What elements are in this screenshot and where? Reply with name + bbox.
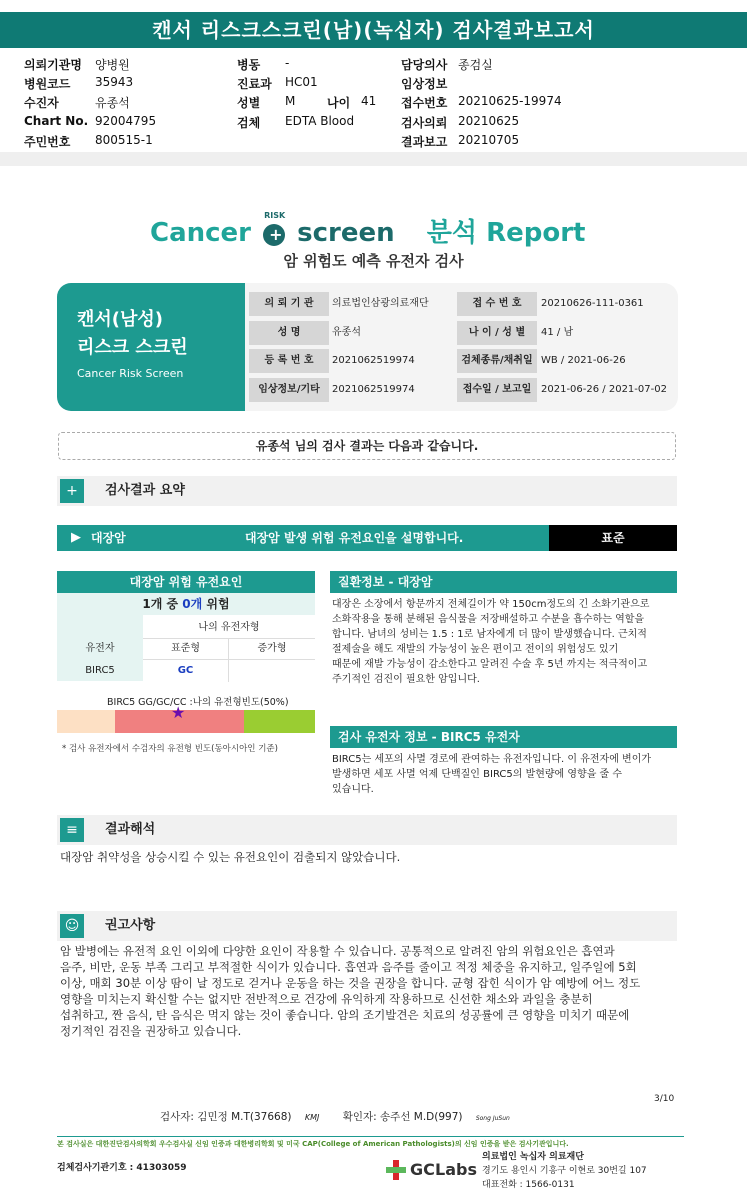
gene-info-title: 검사 유전자 정보 - BIRC5 유전자 <box>330 726 677 748</box>
disease-line: 소화작용을 통해 분해된 음식물을 저장배설하고 수분을 흡수하는 역할을 <box>332 614 645 625</box>
advice-line: 섭취하고, 짠 음식, 탄 음식은 먹지 않는 것이 좋습니다. 암의 조기발견은 치료의 성공률에 큰 영향을 미치기 때문에 <box>60 1008 630 1022</box>
interpret-title: 결과해석 <box>105 822 156 837</box>
disease-line: 절제술을 해도 재발의 가능성이 높은 편이고 전이의 위험성도 있기 <box>332 644 619 655</box>
info-label: 검체종류/채취일 <box>457 349 537 373</box>
specimen-value: EDTA Blood <box>285 114 355 128</box>
org-name: 의료법인 녹십자 의료재단 <box>482 1152 584 1162</box>
disease-line: 합니다. 남녀의 성비는 1.5 : 1로 남자에게 더 많이 발생했습니다. 근치적 <box>332 629 647 640</box>
info-label: 의 뢰 기 관 <box>249 292 329 316</box>
cancer-screen-logo <box>150 212 610 252</box>
product-line1: 캔서(남성) <box>77 309 164 330</box>
product-line3: Cancer Risk Screen <box>77 367 184 380</box>
org-info <box>482 1150 647 1196</box>
inc-value <box>229 660 315 682</box>
play-icon: ▶ <box>71 530 81 545</box>
report-date-label: 결과보고 <box>401 135 448 149</box>
dept-value: HC01 <box>285 75 318 89</box>
cancer-row <box>57 525 549 551</box>
logo-risk-icon: + RISK <box>264 210 286 244</box>
gene-info-line: 발생하면 세포 사멸 억제 단백질인 BIRC5의 발현량에 영향을 줄 수 <box>332 769 623 780</box>
info-value: 41 / 남 <box>541 327 574 338</box>
info-label: 접수일 / 보고일 <box>457 378 537 402</box>
confirmer-signature: Song JuSun <box>475 1115 510 1122</box>
request-value: 20210625 <box>458 114 520 128</box>
freq-bar <box>57 703 315 733</box>
chart-no-label: Chart No. <box>24 114 89 128</box>
cancer-name: 대장암 <box>91 531 126 545</box>
summary-section-header <box>57 476 677 506</box>
interpret-section-header <box>57 815 677 845</box>
resident-no-label: 주민번호 <box>24 135 71 149</box>
org-address: 경기도 용인시 기흥구 이현로 30번길 107 <box>482 1166 647 1176</box>
advice-text <box>60 943 680 1039</box>
info-label: 나 이 / 성 별 <box>457 321 537 345</box>
examiner: 검사자: 김민정 M.T(37668) <box>160 1111 292 1123</box>
specimen-label: 검체 <box>237 116 261 130</box>
std-value: GC <box>143 660 229 682</box>
risk-count-num: 0개 <box>182 597 203 611</box>
product-line2: 리스크 스크린 <box>77 337 188 358</box>
logo-cancer: Cancer <box>150 218 252 248</box>
advice-line: 정기적인 검진을 권장하고 있습니다. <box>60 1024 242 1038</box>
gene-col-header: 유전자 <box>85 643 115 654</box>
org-tel: 대표전화 : 1566-0131 <box>482 1180 575 1190</box>
divider <box>0 152 747 166</box>
resident-no-value: 800515-1 <box>95 133 153 147</box>
gene-name: BIRC5 <box>85 665 115 676</box>
info-table <box>245 283 678 411</box>
request-label: 검사의뢰 <box>401 116 448 130</box>
clipboard-plus-icon: + <box>60 479 84 503</box>
age-value: 41 <box>361 94 377 108</box>
advice-line: 음주, 비만, 운동 부족 그리고 부적절한 식이가 있습니다. 흡연과 음주를 줄이고 적정 체중을 유지하고, 일주일에 5회 <box>60 960 637 974</box>
doctor-value: 종검실 <box>458 58 493 72</box>
gc-cross-icon <box>386 1160 406 1180</box>
disease-line: 주기적인 검진이 필요한 암입니다. <box>332 674 480 685</box>
cert-text: 본 검사실은 대한진단검사의학회 우수검사실 신임 인증과 대한병리학회 및 미국 CAP(College of American Pathologists)의 신임 인증을 받은 검사기관입니다. <box>57 1140 569 1148</box>
info-value: 2021-06-26 / 2021-07-02 <box>541 384 667 395</box>
dept-label: 진료과 <box>237 77 272 91</box>
freq-label: BIRC5 GG/GC/CC :나의 유전형빈도(50%) <box>107 697 289 708</box>
risk-count <box>57 593 315 615</box>
advice-line: 이상, 매회 30분 이상 땀이 날 정도로 걷거나 운동을 하는 것을 권장을 합니다. 균형 잡힌 식이가 암 예방에 어느 정도 <box>60 976 641 990</box>
interpret-text: 대장암 취약성을 상승시킬 수 있는 유전요인이 검출되지 않았습니다. <box>60 850 401 864</box>
gc-labs-logo <box>386 1158 476 1186</box>
report-title: 캔서 리스크스크린(남)(녹십자) 검사결과보고서 <box>0 12 747 48</box>
disease-text <box>332 597 677 687</box>
person-chat-icon: ☺ <box>60 914 84 938</box>
disease-line: 대장은 소장에서 항문까지 전체길이가 약 150cm정도의 긴 소화기관으로 <box>332 599 650 610</box>
logo-report: Report <box>486 218 586 248</box>
org-id: 검체검사기관기호 : 41303059 <box>57 1163 187 1173</box>
info-value: 20210626-111-0361 <box>541 298 644 309</box>
my-genotype-header: 나의 유전자형 <box>143 617 315 639</box>
std-col-header: 표준형 <box>143 638 229 660</box>
examiner-signature: KMJ <box>304 1113 320 1122</box>
risk-count-post: 위험 <box>202 597 230 611</box>
freq-segment-low <box>57 710 115 733</box>
patient-label: 수진자 <box>24 96 59 110</box>
logo-risk: RISK <box>264 210 286 220</box>
ward-label: 병동 <box>237 58 261 72</box>
gc-text: GC <box>410 1160 435 1179</box>
risk-table-header: 대장암 위험 유전요인 <box>57 571 315 593</box>
chart-no-value: 92004795 <box>95 114 157 128</box>
info-label: 등 록 번 호 <box>249 349 329 373</box>
result-notice: 유종석 님의 검사 결과는 다음과 같습니다. <box>58 432 676 460</box>
status-badge: 표준 <box>549 525 677 551</box>
accession-value: 20210625-19974 <box>458 94 562 108</box>
page-number: 3/10 <box>654 1094 675 1104</box>
logo-screen: screen <box>297 218 395 248</box>
doctor-label: 담당의사 <box>401 58 448 72</box>
logo-ko: 분석 <box>426 218 477 248</box>
labs-text: Labs <box>435 1160 477 1179</box>
subtitle: 암 위험도 예측 유전자 검사 <box>283 252 464 270</box>
risk-count-pre: 1개 중 <box>142 597 183 611</box>
report-date-value: 20210705 <box>458 133 520 147</box>
footer-divider <box>57 1136 684 1137</box>
cancer-desc: 대장암 발생 위험 유전요인을 설명합니다. <box>245 531 464 545</box>
gene-info-text <box>332 752 677 797</box>
hospital-code-label: 병원코드 <box>24 77 71 91</box>
info-value: 유종석 <box>332 327 361 338</box>
sex-label: 성별 <box>237 96 261 110</box>
hospital-label: 의뢰기관명 <box>24 58 82 72</box>
advice-title: 권고사항 <box>105 918 156 933</box>
freq-note: * 검사 유전자에서 수검자의 유전형 빈도(동아시아인 기준) <box>62 744 278 754</box>
clinical-label: 임상정보 <box>401 77 448 91</box>
info-label: 접 수 번 호 <box>457 292 537 316</box>
risk-table <box>57 571 315 683</box>
advice-line: 영향을 미치는지 확신할 수는 없지만 전반적으로 건강에 유익하게 작용하므로 신선한 채소와 과일을 충분히 <box>60 992 593 1006</box>
advice-section-header <box>57 911 677 941</box>
ward-value: - <box>285 56 290 70</box>
info-value: WB / 2021-06-26 <box>541 355 626 366</box>
info-value: 의료법인삼광의료재단 <box>332 298 429 309</box>
document-icon: ≡ <box>60 818 84 842</box>
info-label: 임상정보/기타 <box>249 378 329 402</box>
signers <box>160 1109 510 1124</box>
gene-info-line: 있습니다. <box>332 784 374 795</box>
freq-segment-high <box>244 710 315 733</box>
inc-col-header: 증가형 <box>229 638 315 660</box>
info-value: 2021062519974 <box>332 355 415 366</box>
hospital-code-value: 35943 <box>95 75 134 89</box>
confirmer: 확인자: 송주선 M.D(997) <box>342 1111 463 1123</box>
product-box <box>57 283 245 411</box>
summary-title: 검사결과 요약 <box>105 483 185 498</box>
info-label: 성 명 <box>249 321 329 345</box>
star-icon: ★ <box>171 703 186 722</box>
gene-info-line: BIRC5는 세포의 사멸 경로에 관여하는 유전자입니다. 이 유전자에 변이가 <box>332 754 652 765</box>
age-label: 나이 <box>327 96 351 110</box>
hospital-value: 양병원 <box>95 58 130 72</box>
accession-label: 접수번호 <box>401 96 448 110</box>
disease-title: 질환정보 - 대장암 <box>330 571 677 593</box>
sex-value: M <box>285 94 296 108</box>
advice-line: 암 발병에는 유전적 요인 이외에 다양한 요인이 작용할 수 있습니다. 공통적으로 알려진 암의 위험요인은 흡연과 <box>60 944 615 958</box>
disease-line: 때문에 재발 가능성이 감소한다고 알려진 수술 후 5년 까지는 적극적이고 <box>332 659 648 670</box>
info-value: 2021062519974 <box>332 384 415 395</box>
patient-value: 유종석 <box>95 96 130 110</box>
